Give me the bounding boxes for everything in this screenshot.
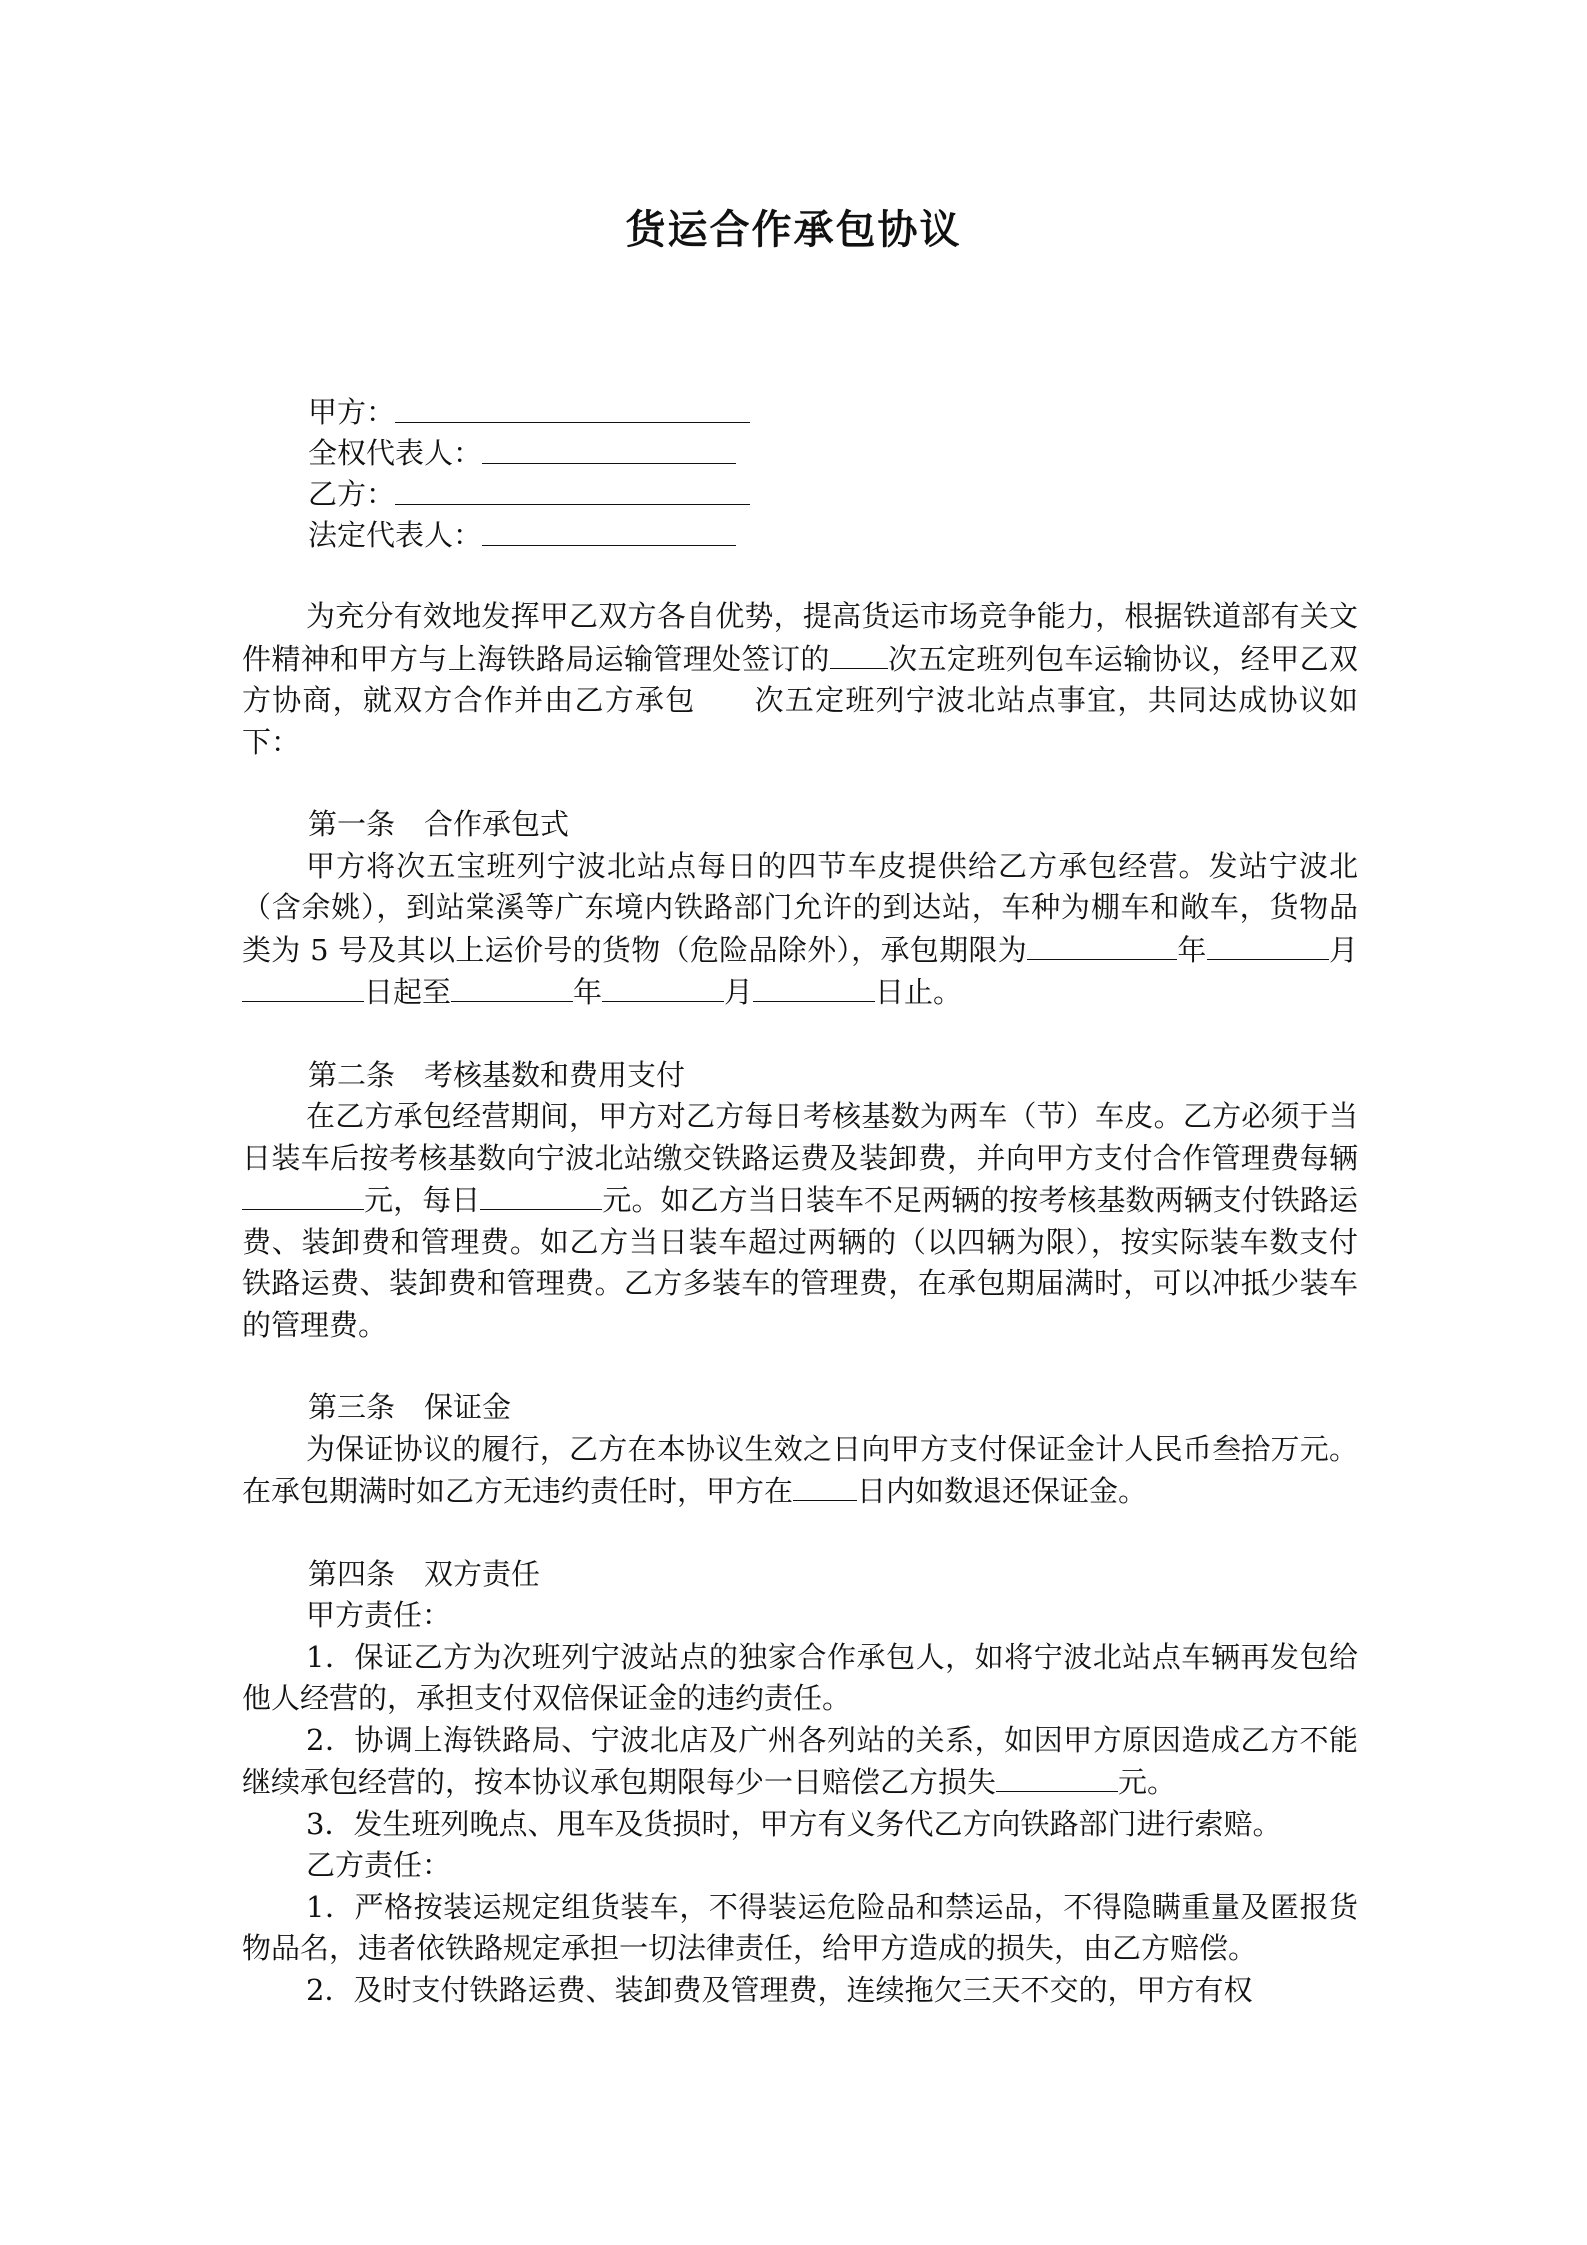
article-2-text-1: 在乙方承包经营期间，甲方对乙方每日考核基数为两车（节）车皮。乙方必须于当日装车后按考核基数向宁波北站缴交铁路运费及装卸费，并向甲方支付合作管理费每辆 <box>242 1099 1358 1175</box>
term-day-blank <box>242 971 364 1002</box>
preamble-text-3: 次五定班列宁波北站点事宜，共同达成协议如下： <box>242 683 1358 759</box>
party-b-rep-blank <box>482 515 736 546</box>
party-a-rep-blank <box>482 433 736 464</box>
party-b-row <box>308 474 750 515</box>
party-b-rep-row <box>308 515 750 556</box>
party-b-duty-label: 乙方责任： <box>306 1848 452 1882</box>
party-a-label: 甲方： <box>308 395 396 429</box>
party-b-label: 乙方： <box>308 477 396 511</box>
year-label: 年 <box>1177 932 1207 967</box>
preamble-paragraph <box>242 596 1358 763</box>
article-4-heading: 第四条 双方责任 <box>308 1556 541 1591</box>
spacer <box>242 1346 1358 1387</box>
article-3-text-2: 日内如数退还保证金。 <box>857 1474 1148 1508</box>
parties-block <box>308 392 750 556</box>
fee-per-car-blank <box>242 1179 364 1210</box>
party-b-rep-label: 法定代表人： <box>308 518 483 552</box>
day-end-label: 日止。 <box>875 975 963 1009</box>
spacer <box>242 1014 1358 1055</box>
party-b-duty-2: 2．及时支付铁路运费、装卸费及管理费，连续拖欠三天不交的，甲方有权 <box>306 1972 1253 2007</box>
article-3-heading: 第三条 保证金 <box>308 1390 512 1424</box>
party-a-blank <box>395 392 750 423</box>
spacer <box>242 763 1358 804</box>
article-2-text-2: 元，每日 <box>364 1183 481 1217</box>
month-label: 月 <box>1328 932 1358 967</box>
end-month-label: 月 <box>724 975 754 1009</box>
end-year-label: 年 <box>573 975 603 1009</box>
party-b-duty-1: 1．严格按装运规定组货装车，不得装运危险品和禁运品，不得隐瞒重量及匿报货物品名，违者依铁路规定承担一切法律责任，给甲方造成的损失，由乙方赔偿。 <box>242 1889 1358 1965</box>
term-end-month-blank <box>602 971 724 1002</box>
term-month-blank <box>1207 929 1329 960</box>
refund-days-blank <box>793 1470 857 1501</box>
article-1-heading: 第一条 合作承包式 <box>308 807 570 841</box>
party-a-row <box>308 392 750 433</box>
preamble-text-2: 次五定班列包车运输协议，经甲乙双方协商，就双方合作并由乙方承包 <box>242 641 1358 717</box>
spacer <box>242 1513 1358 1554</box>
article-3-text-1: 为保证协议的履行，乙方在本协议生效之日向甲方支付保证金计人民币叁拾万元。在承包期满时如乙方无违约责任时，甲方在 <box>242 1431 1358 1508</box>
article-1-text: 甲方将次五宝班列宁波北站点每日的四节车皮提供给乙方承包经营。发站宁波北（含余姚），到站棠溪等广东境内铁路部门允许的到达站，车种为棚车和敞车，货物品类为 5 号及其以上运价号的货物（危险品除外），承包期限为 <box>242 848 1358 967</box>
party-a-rep-row <box>308 433 750 474</box>
party-a-duty-2-unit: 元。 <box>1118 1765 1177 1799</box>
term-end-year-blank <box>451 971 573 1002</box>
party-a-duty-1: 1．保证乙方为次班列宁波站点的独家合作承包人，如将宁波北站点车辆再发包给他人经营的，承担支付双倍保证金的违约责任。 <box>242 1639 1358 1715</box>
article-3-paragraph <box>242 1429 1358 1513</box>
compensation-blank <box>996 1761 1118 1792</box>
party-a-duty-label: 甲方责任： <box>306 1598 452 1632</box>
article-1-paragraph <box>242 846 1358 1014</box>
preamble-text-1: 为充分有效地发挥甲乙双方各自优势，提高货运市场竞争能力，根据铁道部有关文件精神和甲方与上海铁路局运输管理处签订的 <box>242 599 1358 676</box>
article-2-paragraph <box>242 1096 1358 1346</box>
document-title: 货运合作承包协议 <box>625 206 962 253</box>
party-a-duty-3: 3．发生班列晚点、甩车及货损时，甲方有义务代乙方向铁路部门进行索赔。 <box>306 1806 1282 1841</box>
train-number-blank-1 <box>830 638 888 669</box>
term-year-blank <box>1027 929 1177 960</box>
term-end-day-blank <box>753 971 875 1002</box>
party-a-rep-label: 全权代表人： <box>308 436 483 470</box>
party-a-duty-2-text: 2．协调上海铁路局、宁波北店及广州各列站的关系，如因甲方原因造成乙方不能继续承包经营的，按本协议承包期限每少一日赔偿乙方损失 <box>242 1722 1358 1799</box>
day-from-label: 日起至 <box>364 975 452 1009</box>
article-2-heading: 第二条 考核基数和费用支付 <box>308 1057 686 1092</box>
article-2-text-3: 元。如乙方当日装车不足两辆的按考核基数两辆支付铁路运费、装卸费和管理费。如乙方当日装车超过两辆的（以四辆为限），按实际装车数支付铁路运费、装卸费和管理费。乙方多装车的管理费，在承包期届满时，可以冲抵少装车的管理费。 <box>242 1183 1358 1342</box>
party-a-duty-2 <box>242 1720 1358 1804</box>
fee-per-day-blank <box>480 1179 602 1210</box>
party-b-blank <box>395 474 750 505</box>
contract-body <box>242 596 1358 2011</box>
